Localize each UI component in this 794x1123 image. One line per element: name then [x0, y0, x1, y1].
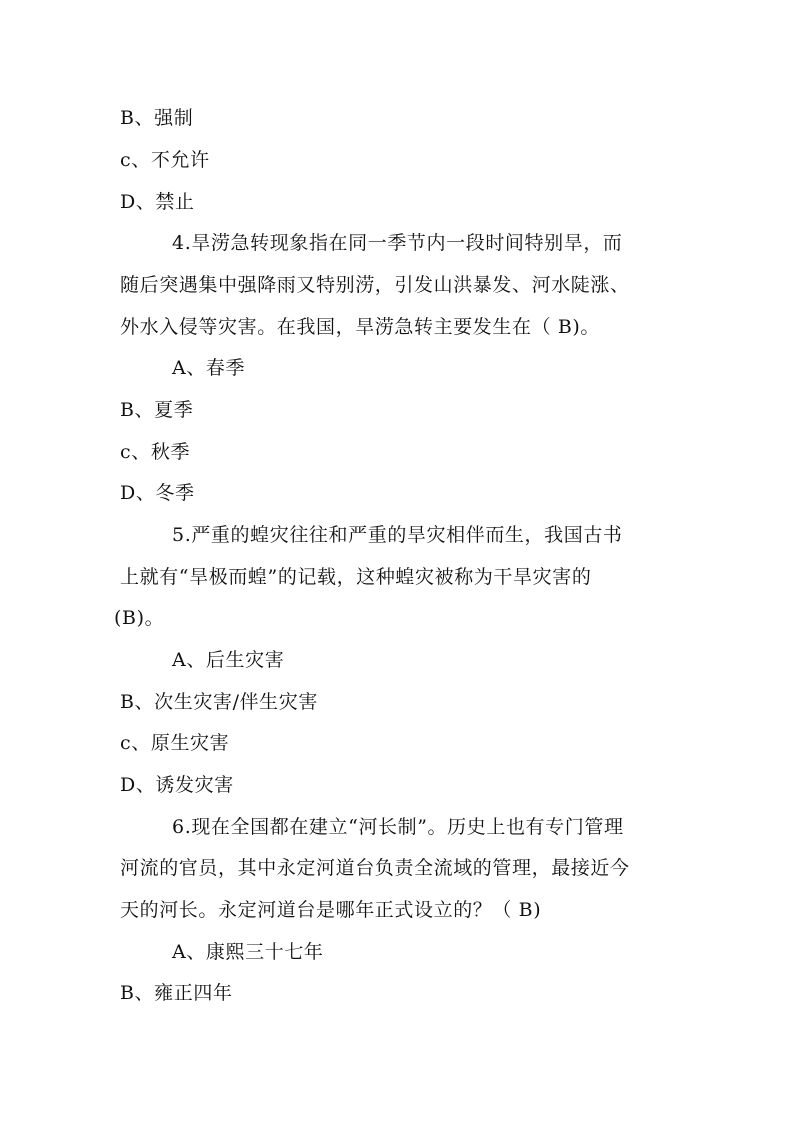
q4-option-d: D、冬季 — [120, 482, 195, 504]
q4-option-b: B、夏季 — [120, 399, 194, 421]
q5-option-a: A、后生灾害 — [172, 649, 285, 671]
q5-text-line-1: 5.严重的蝗灾往往和严重的旱灾相伴而生，我国古书 — [172, 524, 623, 546]
q3-option-b: B、强制 — [120, 107, 194, 129]
q5-option-c: c、原生灾害 — [120, 732, 230, 754]
q3-option-d: D、禁止 — [120, 191, 195, 213]
q6-option-b: B、雍正四年 — [120, 982, 233, 1004]
q5-option-b: B、次生灾害/伴生灾害 — [120, 691, 318, 713]
q3-option-c: c、不允许 — [120, 149, 210, 171]
q4-option-c: c、秋季 — [120, 441, 191, 463]
q4-option-a: A、春季 — [172, 357, 246, 379]
q6-text-line-2: 河流的官员，其中永定河道台负责全流域的管理，最接近今 — [120, 857, 630, 879]
q5-text-line-3: (B)。 — [114, 607, 165, 629]
q5-text-line-2: 上就有“旱极而蝗”的记载，这种蝗灾被称为干旱灾害的 — [120, 566, 592, 588]
q6-text-line-3: 天的河长。永定河道台是哪年正式设立的？（ B) — [120, 899, 542, 921]
q4-text-line-1: 4.旱涝急转现象指在同一季节内一段时间特别旱，而 — [172, 232, 623, 254]
q4-text-line-2: 随后突遇集中强降雨又特别涝，引发山洪暴发、河水陡涨、 — [120, 274, 630, 296]
q6-text-line-1: 6.现在全国都在建立“河长制”。历史上也有专门管理 — [172, 816, 624, 838]
q5-option-d: D、诱发灾害 — [120, 774, 234, 796]
q4-text-line-3: 外水入侵等灾害。在我国，旱涝急转主要发生在（ B)。 — [120, 316, 601, 338]
q6-option-a: A、康熙三十七年 — [172, 941, 324, 963]
